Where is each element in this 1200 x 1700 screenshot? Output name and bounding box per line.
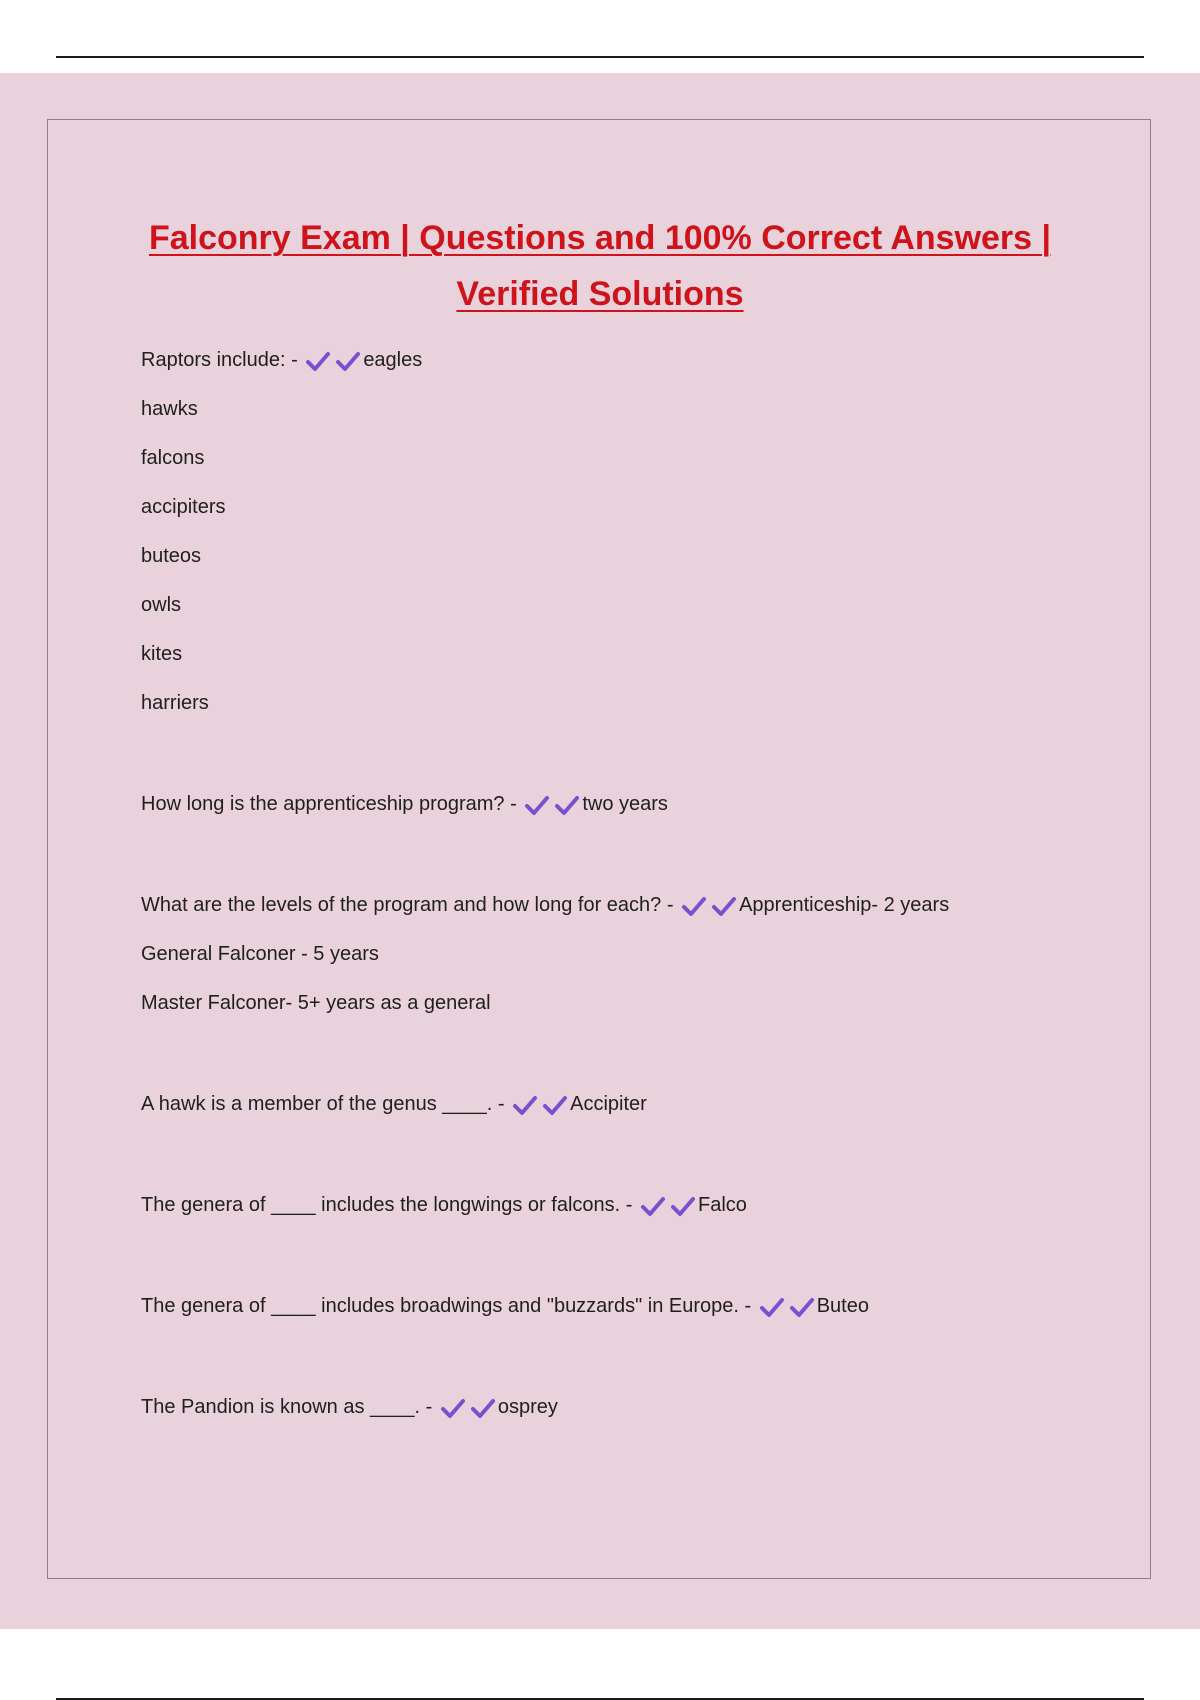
spacer: [141, 1337, 1101, 1389]
answer-continuation: accipiters: [141, 496, 226, 518]
checkmark-icon: [711, 895, 737, 917]
answer-continuation: harriers: [141, 692, 209, 714]
spacer: [141, 1034, 1101, 1086]
spacer: [141, 734, 1101, 786]
answer-text: two years: [582, 793, 668, 815]
answer-continuation: hawks: [141, 398, 198, 420]
question-text: How long is the apprenticeship program? -: [141, 793, 517, 815]
answer-text: Apprenticeship- 2 years: [739, 894, 950, 916]
document-title: [120, 210, 1080, 322]
question-text: Raptors include: -: [141, 349, 298, 371]
answer-continuation: falcons: [141, 447, 205, 469]
answer-text: osprey: [497, 1396, 558, 1418]
qa-item: [141, 887, 1101, 1034]
question-text: A hawk is a member of the genus ____. -: [141, 1093, 505, 1115]
qa-item: [141, 1187, 1101, 1236]
checkmark-icon: [470, 1397, 496, 1419]
answer-text: eagles: [363, 349, 423, 371]
answer-continuation: kites: [141, 643, 183, 665]
spacer: [141, 1236, 1101, 1288]
answer-continuation: buteos: [141, 545, 202, 567]
spacer: [141, 835, 1101, 887]
spacer: [141, 1135, 1101, 1187]
checkmark-icon: [789, 1296, 815, 1318]
answer-text: Accipiter: [570, 1093, 647, 1115]
checkmark-icon: [759, 1296, 785, 1318]
checkmark-icon: [440, 1397, 466, 1419]
checkmark-icon: [640, 1195, 666, 1217]
question-text: What are the levels of the program and how long for each? -: [141, 894, 674, 916]
checkmark-icon: [335, 350, 361, 372]
question-line: [141, 786, 1101, 835]
checkmark-icon: [512, 1094, 538, 1116]
qa-item: [141, 342, 1101, 734]
question-text: The genera of ____ includes the longwings or falcons. -: [141, 1194, 633, 1216]
qa-list: [141, 342, 1101, 1438]
question-line: [141, 342, 1101, 391]
qa-item: [141, 786, 1101, 835]
answer-continuation: Master Falconer- 5+ years as a general: [141, 992, 491, 1014]
checkmark-icon: [305, 350, 331, 372]
question-line: [141, 887, 1101, 936]
answer-continuation: General Falconer - 5 years: [141, 943, 379, 965]
question-text: The Pandion is known as ____. -: [141, 1396, 433, 1418]
title-line-1: Falconry Exam | Questions and 100% Correct Answers |: [148, 219, 1052, 257]
answer-continuation: owls: [141, 594, 182, 616]
question-line: [141, 1187, 1101, 1236]
title-line-2: Verified Solutions: [456, 275, 744, 313]
checkmark-icon: [542, 1094, 568, 1116]
qa-item: [141, 1288, 1101, 1337]
checkmark-icon: [670, 1195, 696, 1217]
checkmark-icon: [681, 895, 707, 917]
qa-item: [141, 1086, 1101, 1135]
header-rule: [56, 56, 1144, 58]
checkmark-icon: [554, 794, 580, 816]
question-line: [141, 1288, 1101, 1337]
question-text: The genera of ____ includes broadwings and "buzzards" in Europe. -: [141, 1295, 752, 1317]
answer-text: Falco: [697, 1194, 747, 1216]
question-line: [141, 1389, 1101, 1438]
question-line: [141, 1086, 1101, 1135]
answer-text: Buteo: [816, 1295, 869, 1317]
checkmark-icon: [524, 794, 550, 816]
qa-item: [141, 1389, 1101, 1438]
